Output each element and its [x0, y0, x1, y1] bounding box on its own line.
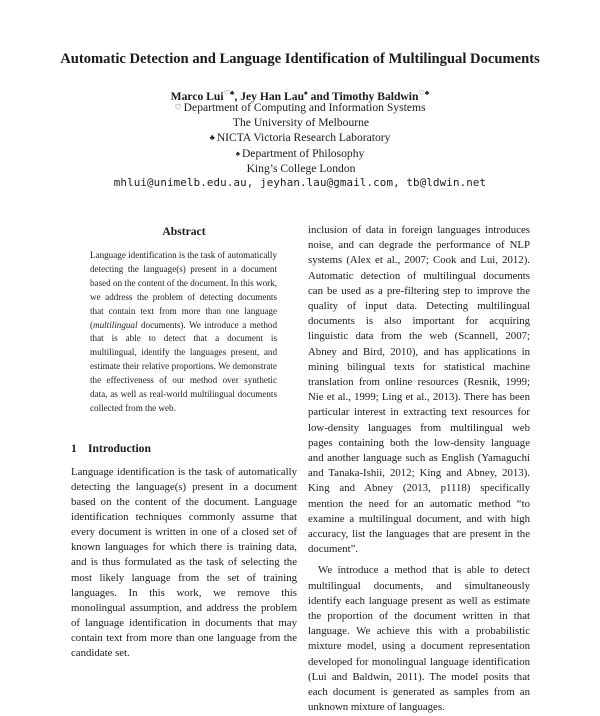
author-separator: and — [307, 89, 333, 103]
affiliation-line — [0, 161, 600, 176]
author-name: Marco Lui — [170, 89, 224, 103]
body-paragraph: We introduce a method that is able to detect multilingual documents, and simultaneously identify each language present as well as estimate the proportion of the document written in that language. We achieve this with a probabilistic mixture model, using a document representation developed for monolingual language identification (Lui and Baldwin, 2011). The model posits that each document is generated as samples from an unknown mixture of languages. — [308, 564, 530, 714]
section-number: 1 — [71, 441, 77, 455]
abstract-text-run: Language identification is the task of automatically detecting the language(s) present in a document based on the content of the document. In this work, we address the problem of detecting documents that contain text from more than one language ( — [90, 250, 277, 330]
author-name: Timothy Baldwin — [332, 89, 419, 103]
abstract-text-run: documents). We introduce a method that is able to detect that a document is multilingual, identify the languages present, and estimate their relative proportions. We demonstrate the effectiveness of our method over synthetic data, as well as real-world multilingual documents collected from the web. — [90, 319, 277, 413]
body-paragraph: inclusion of data in foreign languages introduces noise, and can degrade the performance of NLP systems (Alex et al., 2007; Cook and Lui, 2012). Automatic detection of multilingual documents can be used as a pre-filtering step to improve the quality of input data. Detecting multilingual documents is also important for acquiring linguistic data from the web (Scannell, 2007; Abney and Bird, 2010), and has applications in mining bilingual texts for statistical machine translation from online resources (Resnik, 1999; Nie et al., 1999; Ling et al., 2013). There has been particular interest in extracting text resources for low-density languages from multilingual web pages containing both the low-density language and another language such as English (Yamaguchi and Tanaka-Ishii, 2012; King and Abney, 2013). King and Abney (2013, p1118) specifically mention the need for an automatic method “to examine a multilingual document, and with high accuracy, list the languages that are present in the document”. — [308, 224, 530, 556]
affiliation-text: Department of Philosophy — [241, 146, 365, 160]
author-affiliation-marks: ♠ — [304, 89, 308, 97]
affiliation-line — [0, 146, 600, 161]
author-affiliation-marks: ♡♣ — [223, 89, 235, 97]
affiliation-line — [0, 130, 600, 145]
abstract-text — [90, 249, 277, 416]
paper-title: Automatic Detection and Language Identification of Multilingual Documents — [60, 51, 540, 67]
affiliation-symbol: ♠ — [235, 148, 240, 158]
affiliation-line — [0, 115, 600, 130]
affiliation-symbol: ♡ — [174, 103, 182, 112]
affiliation-text: Department of Computing and Information Systems — [183, 101, 426, 114]
author-affiliation-marks: ♡♣ — [418, 89, 430, 97]
introduction-paragraph: Language identification is the task of automatically detecting the language(s) present in a document based on the content of the document. Language identification techniques commonly assume that every document is written in one of a closed set of known languages for which there is training data, and is thus formulated as the task of selecting the most likely language from the set of training languages. In this work, we remove this monolingual assumption, and address the problem of language identification in documents that may contain text from more than one language from the candidate set. — [71, 465, 297, 659]
affiliation-line — [0, 100, 600, 115]
abstract-heading: Abstract — [162, 225, 206, 238]
affiliation-text: The University of Melbourne — [232, 116, 370, 130]
author-emails: mhlui@unimelb.edu.au, jeyhan.lau@gmail.com, tb@ldwin.net — [113, 176, 487, 189]
left-column — [71, 222, 297, 661]
right-column — [308, 223, 530, 716]
affiliation-block — [0, 100, 600, 176]
affiliation-text: NICTA Victoria Research Laboratory — [216, 131, 391, 145]
section-title: Introduction — [88, 441, 151, 455]
abstract-emphasis: multilingual — [93, 319, 138, 330]
affiliation-text: King’s College London — [246, 161, 356, 175]
author-name: Jey Han Lau — [240, 89, 305, 103]
section-heading-introduction — [71, 442, 297, 456]
author-separator: , — [234, 89, 241, 103]
affiliation-symbol: ♣ — [209, 133, 215, 143]
